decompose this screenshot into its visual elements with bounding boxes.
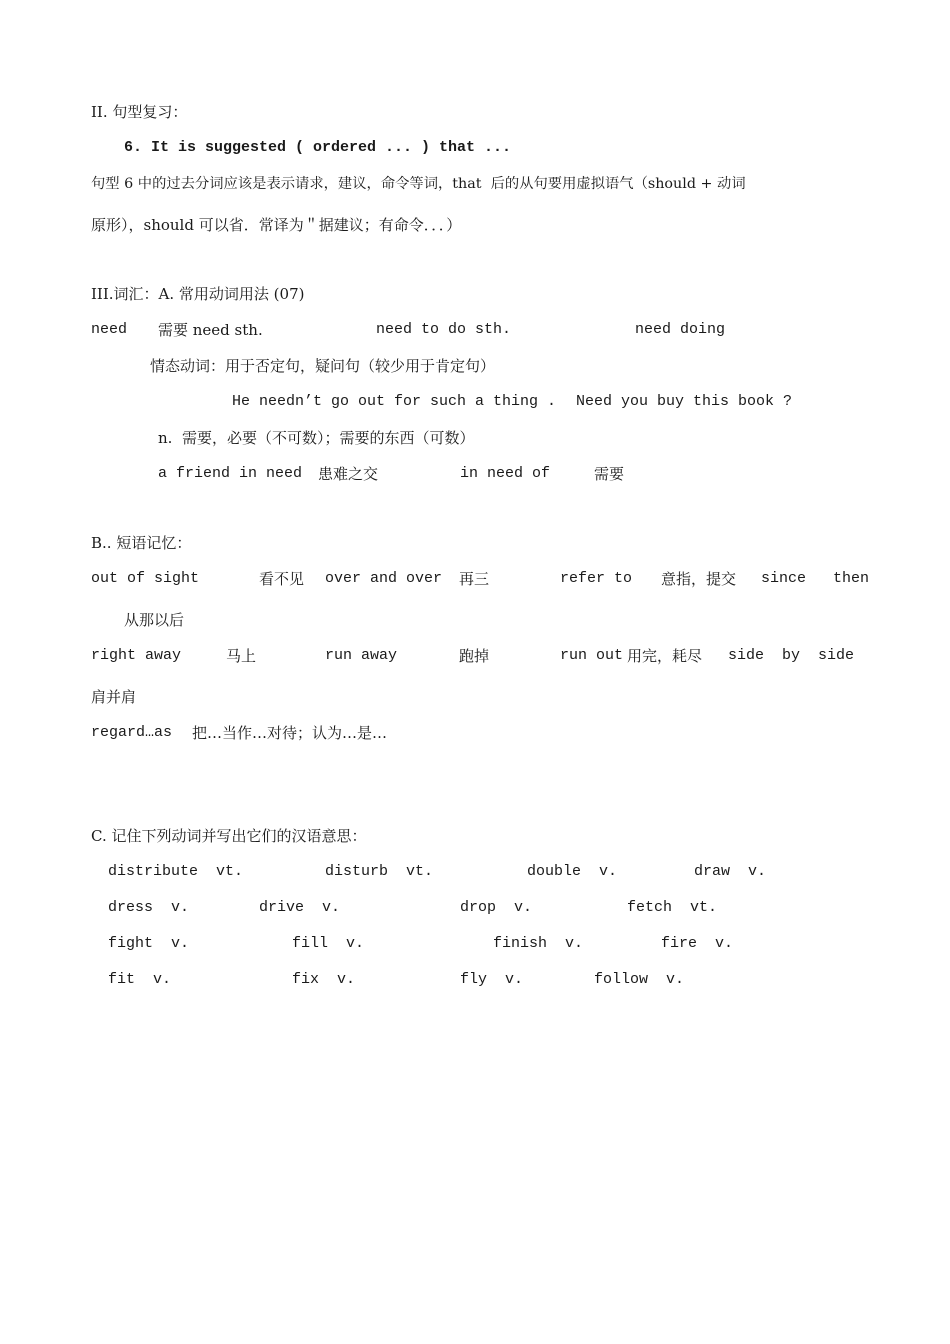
verb-item: disturb vt.: [325, 863, 434, 880]
verb-item: distribute vt.: [108, 863, 244, 880]
verb-item: fly v.: [460, 971, 524, 988]
verb-item: fetch vt.: [627, 899, 718, 916]
verb-item: fill v.: [292, 935, 365, 952]
phrase-en: regard…as: [91, 724, 173, 741]
phrase-cn: 意指，提交: [661, 570, 737, 588]
phrase-cn: 用完，耗尽: [627, 647, 703, 665]
word-need: need: [91, 321, 128, 338]
need-usage-2: need doing: [635, 321, 726, 338]
verb-item: fire v.: [661, 935, 734, 952]
phrase-en: run out: [560, 647, 624, 664]
phrase-en: over and over: [325, 570, 443, 587]
section-c-heading: C. 记住下列动词并写出它们的汉语意思：: [91, 827, 367, 845]
phrase-cn: 从那以后: [124, 611, 185, 629]
need-meaning: 需要 need sth.: [158, 321, 263, 339]
need-usage-1: need to do sth.: [376, 321, 512, 338]
phrase-cn: 马上: [226, 647, 257, 665]
phrase-cn: 肩并肩: [91, 688, 137, 706]
phrase-en: since then: [761, 570, 870, 587]
verb-item: fit v.: [108, 971, 172, 988]
sentence-pattern: 6. It is suggested ( ordered ... ) that ...: [124, 139, 512, 156]
pattern-note-line-2: 原形），should 可以省．常译为＂据建议；有命令．．．）: [91, 216, 462, 234]
phrase-in-need-of: in need of: [460, 465, 551, 482]
verb-item: finish v.: [493, 935, 584, 952]
verb-item: follow v.: [594, 971, 685, 988]
phrase-en: refer to: [560, 570, 633, 587]
phrase-cn: 看不见: [259, 570, 305, 588]
verb-item: double v.: [527, 863, 618, 880]
section-ii-heading: II. 句型复习：: [91, 103, 188, 121]
verb-item: fight v.: [108, 935, 190, 952]
verb-item: drop v.: [460, 899, 533, 916]
section-b-heading: B.. 短语记忆：: [91, 534, 192, 552]
phrase-cn: 跑掉: [459, 647, 490, 665]
need-example-2: Need you buy this book ?: [576, 393, 793, 410]
phrase-cn: 把…当作…对待；认为…是…: [192, 724, 388, 742]
section-iii-heading: III.词汇：A. 常用动词用法 (07): [91, 285, 305, 303]
verb-item: drive v.: [259, 899, 341, 916]
phrase-en: right away: [91, 647, 182, 664]
phrase-cn: 再三: [459, 570, 490, 588]
phrase-en: out of sight: [91, 570, 200, 587]
phrase-en: run away: [325, 647, 398, 664]
need-modal-note: 情态动词：用于否定句，疑问句（较少用于肯定句）: [150, 357, 496, 375]
phrase-en: side by side: [728, 647, 855, 664]
verb-item: draw v.: [694, 863, 767, 880]
phrase-in-need-of-meaning: 需要: [594, 465, 625, 483]
phrase-friend-in-need: a friend in need: [158, 465, 303, 482]
phrase-friend-in-need-meaning: 患难之交: [318, 465, 379, 483]
verb-item: fix v.: [292, 971, 356, 988]
pattern-note-line-1: 句型 6 中的过去分词应该是表示请求，建议，命令等词，that 后的从句要用虚拟语气（should + 动词: [91, 176, 746, 192]
need-noun-note: n. 需要，必要（不可数）；需要的东西（可数）: [158, 429, 475, 447]
verb-item: dress v.: [108, 899, 190, 916]
need-example-1: He needn’t go out for such a thing .: [232, 393, 557, 410]
